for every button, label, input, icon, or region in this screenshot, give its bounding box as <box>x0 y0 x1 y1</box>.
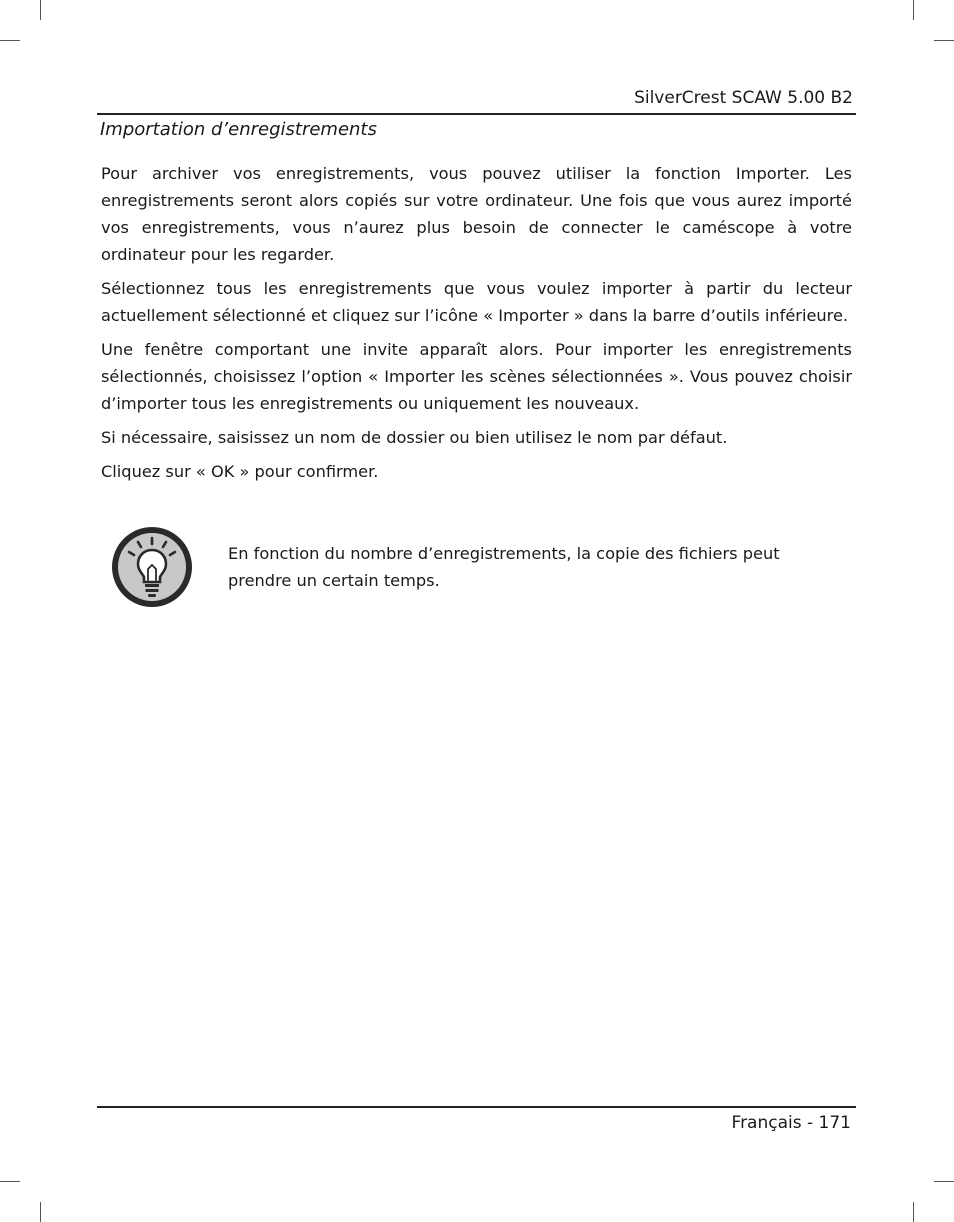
crop-mark <box>913 1202 914 1222</box>
paragraph: Pour archiver vos enregistrements, vous pouvez utiliser la fonction Importer. Les enregistrements seront alors copiés sur votre ordinateur. Une fois que vous aurez importé vos enregistrements, vous n’aurez plus besoin de connecter le caméscope à votre ordinateur pour les regarder. <box>101 164 852 264</box>
crop-mark <box>934 1181 954 1182</box>
crop-mark <box>40 1202 41 1222</box>
tip-line: En fonction du nombre d’enregistrements, la copie des fichiers peut <box>228 544 780 563</box>
tip-note <box>228 540 798 594</box>
paragraph: Cliquez sur « OK » pour confirmer. <box>101 462 379 481</box>
lightbulb-icon <box>110 525 194 609</box>
footer-rule <box>97 1106 856 1108</box>
crop-mark <box>0 1181 20 1182</box>
paragraph: Sélectionnez tous les enregistrements que vous voulez importer à partir du lecteur actuellement sélectionné et cliquez sur l’icône « Importer » dans la barre d’outils inférieure. <box>101 279 852 325</box>
page-number: Français - 171 <box>731 1113 851 1133</box>
header-product-name: SilverCrest SCAW 5.00 B2 <box>634 88 853 108</box>
crop-mark <box>934 40 954 41</box>
crop-mark <box>40 0 41 20</box>
crop-mark <box>913 0 914 20</box>
paragraph: Si nécessaire, saisissez un nom de dossier ou bien utilisez le nom par défaut. <box>101 428 728 447</box>
header-rule <box>97 113 856 115</box>
body-text <box>101 160 852 492</box>
paragraph: Une fenêtre comportant une invite apparaît alors. Pour importer les enregistrements sélectionnés, choisissez l’option « Importer les scènes sélectionnées ». Vous pouvez choisir d’importer tous les enregistrements ou uniquement les nouveaux. <box>101 340 852 413</box>
crop-mark <box>0 40 20 41</box>
tip-line: prendre un certain temps. <box>228 571 440 590</box>
section-title: Importation d’enregistrements <box>100 119 377 140</box>
